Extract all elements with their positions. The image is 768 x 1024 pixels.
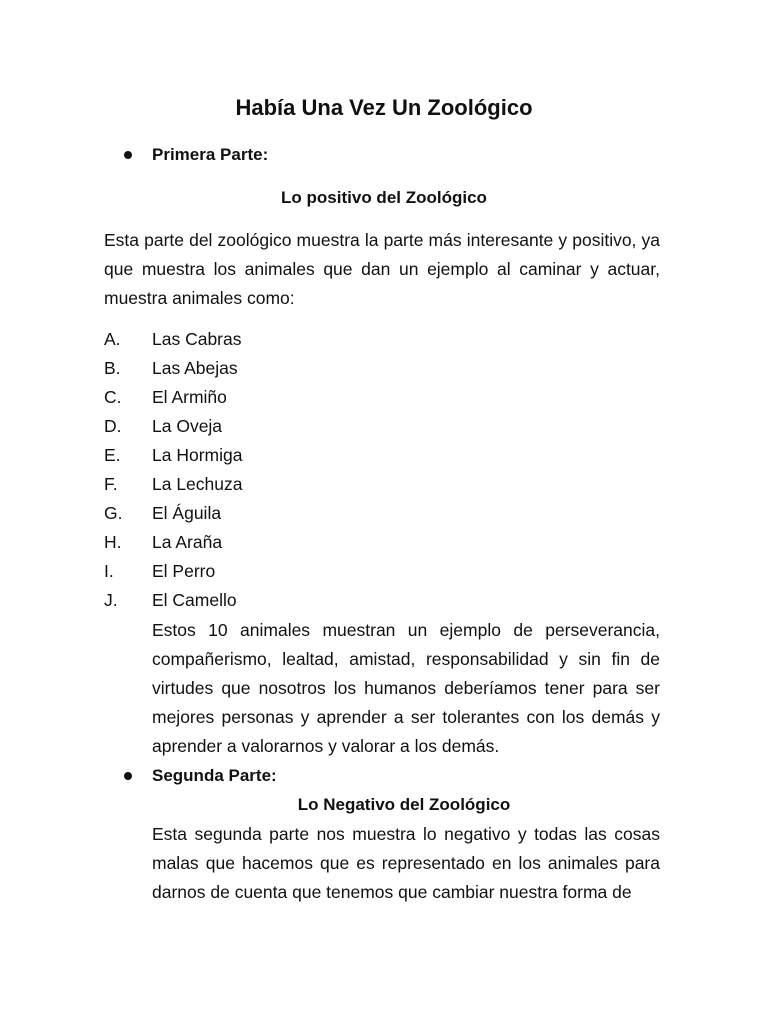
animal-name: El Armiño bbox=[152, 387, 227, 407]
list-item bbox=[104, 354, 243, 383]
list-item bbox=[104, 470, 243, 499]
list-marker: J. bbox=[104, 590, 118, 610]
animal-list bbox=[104, 325, 243, 615]
part-two-label: Segunda Parte: bbox=[152, 766, 277, 785]
part-two-subtitle: Lo Negativo del Zoológico bbox=[297, 795, 511, 814]
list-marker: A. bbox=[104, 329, 121, 349]
animal-name: El Águila bbox=[152, 503, 222, 523]
list-marker: H. bbox=[104, 532, 122, 552]
part-two-intro: Esta segunda parte nos muestra lo negativo y todas las cosas malas que hacemos que es representado en los animales para darnos de cuenta que tenemos que cambiar nuestra forma de bbox=[152, 824, 660, 902]
animal-name: La Lechuza bbox=[152, 474, 243, 494]
part-one-subtitle: Lo positivo del Zoológico bbox=[281, 188, 487, 207]
part-one-label: Primera Parte: bbox=[152, 145, 269, 164]
list-marker: G. bbox=[104, 503, 123, 523]
list-marker: E. bbox=[104, 445, 121, 465]
animal-name: El Camello bbox=[152, 590, 237, 610]
animal-name: La Araña bbox=[152, 532, 223, 552]
list-item bbox=[104, 499, 243, 528]
animal-name: La Hormiga bbox=[152, 445, 243, 465]
list-item bbox=[104, 528, 243, 557]
bullet-icon bbox=[124, 151, 132, 159]
list-item bbox=[104, 441, 243, 470]
list-item bbox=[104, 325, 243, 354]
list-marker: I. bbox=[104, 561, 114, 581]
part-two-heading bbox=[124, 764, 277, 788]
document-title: Había Una Vez Un Zoológico bbox=[235, 95, 533, 120]
animal-name: El Perro bbox=[152, 561, 216, 581]
bullet-icon bbox=[124, 772, 132, 780]
part-one-intro: Esta parte del zoológico muestra la parte más interesante y positivo, ya que muestra los animales que dan un ejemplo al caminar y actuar, muestra animales como: bbox=[104, 230, 660, 308]
part-one-heading bbox=[124, 143, 268, 167]
list-marker: F. bbox=[104, 474, 118, 494]
list-marker: B. bbox=[104, 358, 121, 378]
animal-name: Las Abejas bbox=[152, 358, 238, 378]
animal-name: Las Cabras bbox=[152, 329, 242, 349]
part-one-summary: Estos 10 animales muestran un ejemplo de perseverancia, compañerismo, lealtad, amistad, responsabilidad y sin fin de virtudes que nosotros los humanos deberíamos tener para ser mejores personas y aprender a ser tolerantes con los demás y aprender a valorarnos y valorar a los demás. bbox=[152, 620, 660, 756]
list-item bbox=[104, 586, 243, 615]
list-item bbox=[104, 383, 243, 412]
list-marker: C. bbox=[104, 387, 122, 407]
list-item bbox=[104, 412, 243, 441]
list-item bbox=[104, 557, 243, 586]
list-marker: D. bbox=[104, 416, 122, 436]
animal-name: La Oveja bbox=[152, 416, 223, 436]
